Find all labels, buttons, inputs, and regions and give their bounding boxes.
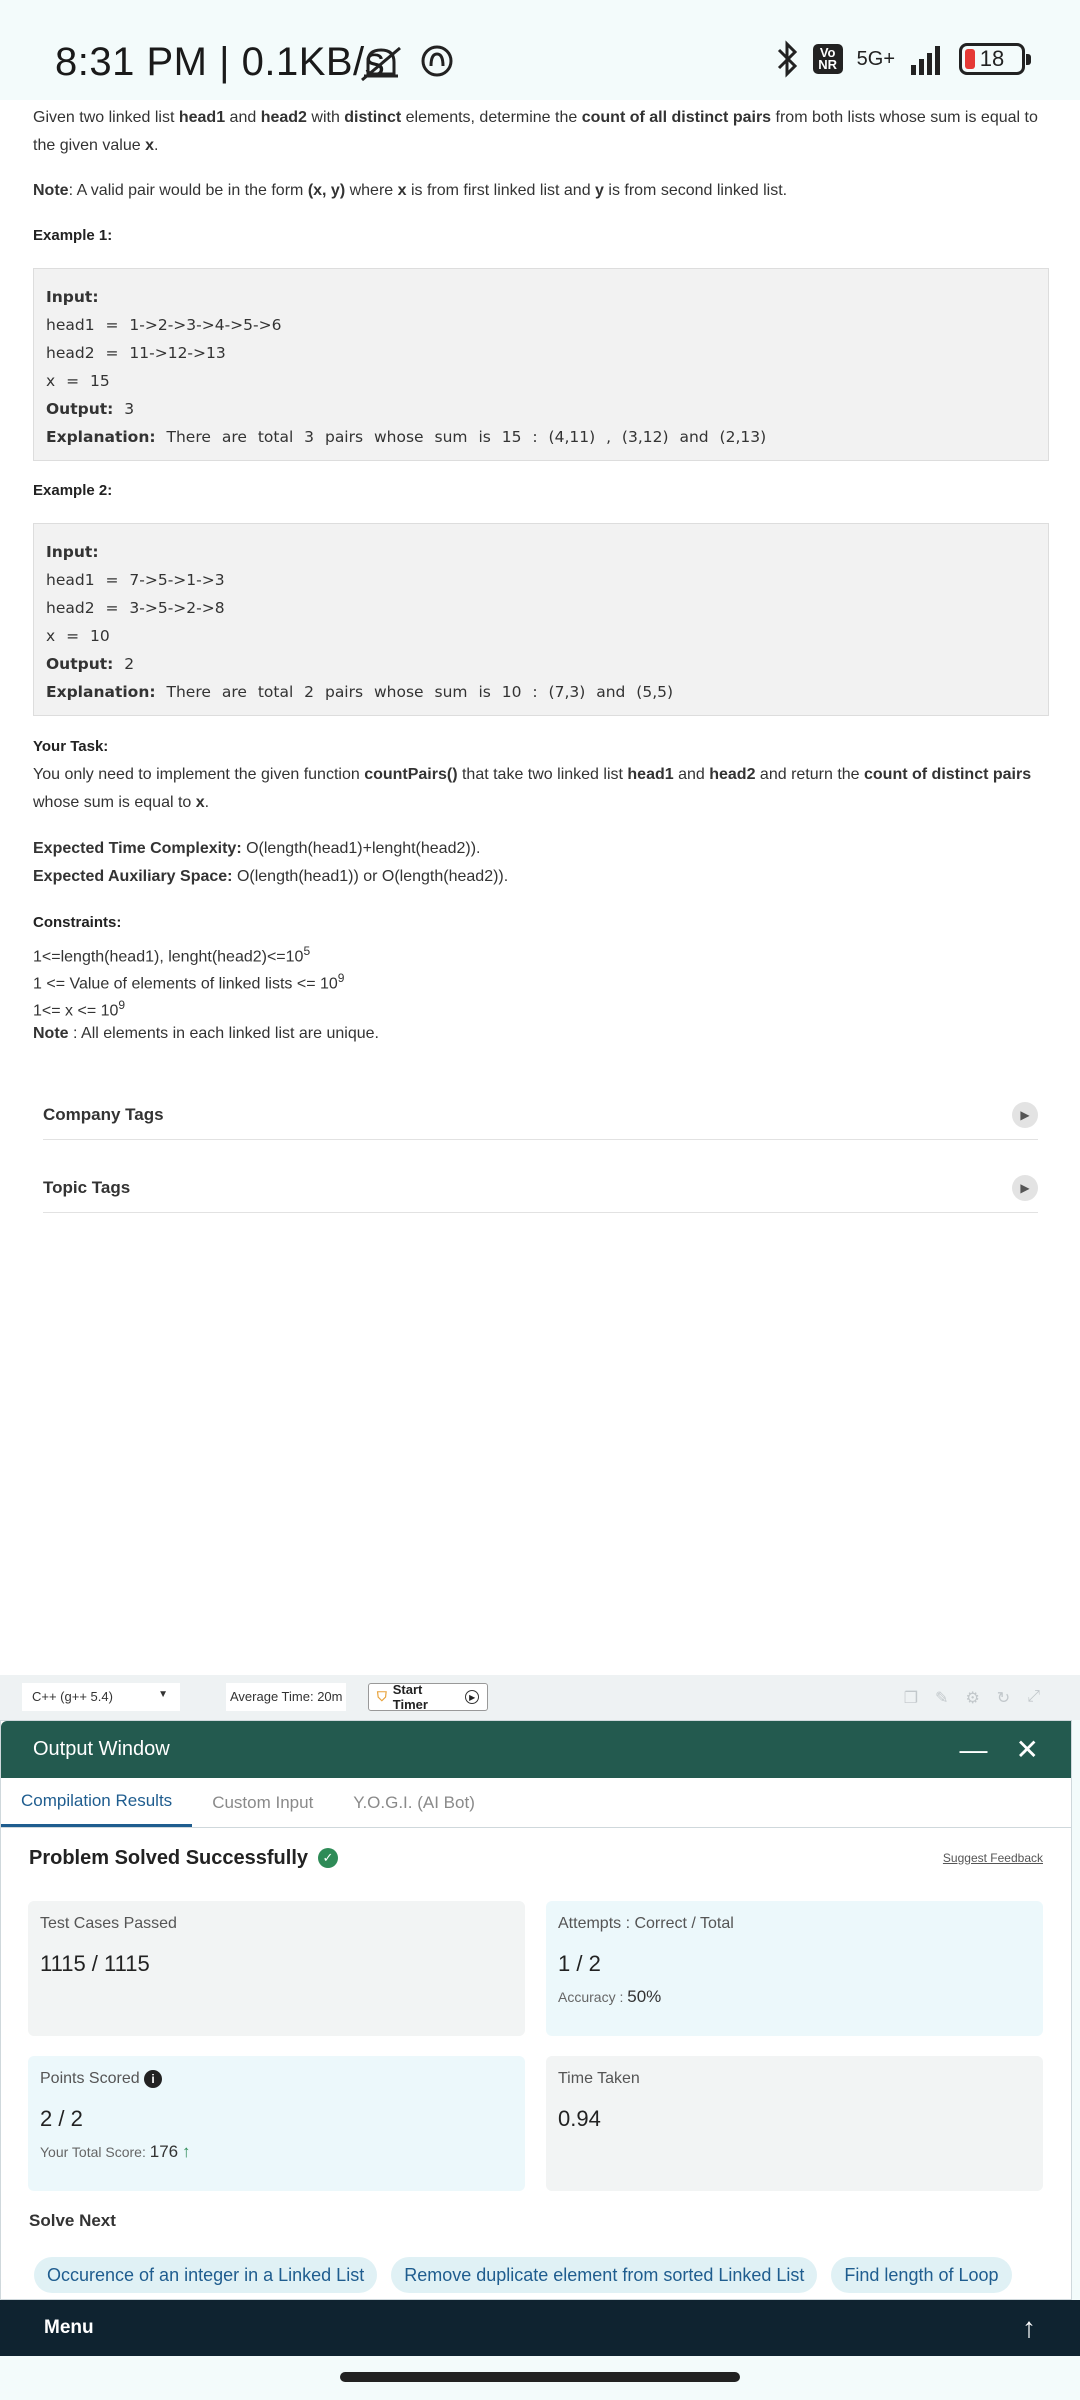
output-tabs [1,1778,1071,1828]
constraints-title: Constraints: [33,914,122,931]
example2-line: head2 = 3->5->2->8 [46,599,225,617]
settings-icon[interactable]: ⚙ [965,1690,980,1707]
signal-icon [909,43,945,75]
check-circle-icon: ✓ [318,1848,338,1868]
time-taken-value: 0.94 [558,2106,601,2131]
accuracy-value: 50% [627,1987,662,2006]
caret-down-icon: ▼ [158,1689,168,1700]
example1-output: 3 [124,400,135,418]
constraint-line: 1 <= Value of elements of linked lists <= $10^9$ [33,971,345,993]
final-note: Note : All elements in each linked list are unique. [33,1025,379,1042]
output-window-header [1,1721,1071,1778]
your-task-title: Your Task: [33,738,109,755]
info-icon[interactable]: i [144,2070,162,2088]
example2-explanation: There are total 2 pairs whose sum is 10 : (7,3) and (5,5) [166,683,674,701]
company-tags-row[interactable] [43,1090,1038,1140]
your-task-text: You only need to implement the given function countPairs() that take two linked list head1 and head2 and return the count of distinct pairs whose sum is equal to x. [33,766,1032,811]
topic-tags-label: Topic Tags [43,1177,131,1197]
network-type: 5G+ [856,47,895,70]
total-score-value: 176 [149,2142,179,2161]
constraint-line: 1<=length(head1), $lenght(head2)<=10^5$ [33,944,311,966]
test-cases-card [28,1901,525,2036]
points-label: Points Scored [40,2070,140,2087]
points-value: 2 / 2 [40,2106,83,2131]
example2-output-label: Output: [46,655,114,673]
bottom-menu-bar [0,2300,1080,2356]
output-window [0,1720,1072,2300]
result-row [1,1828,1071,1888]
reset-icon[interactable]: ↻ [996,1690,1011,1707]
language-value: C++ (g++ 5.4) [32,1689,113,1704]
test-cases-value: 1115 / 1115 [40,1951,150,1976]
example1-explanation-label: Explanation: [46,428,156,446]
close-icon[interactable]: ✕ [1015,1734,1039,1765]
status-time: 8:31 PM | 0.1KB/s [55,40,386,84]
topic-tags-row[interactable] [43,1163,1038,1213]
attempts-card [546,1901,1043,2036]
start-timer-button[interactable] [368,1683,488,1711]
tab-custom-input[interactable]: Custom Input [212,1792,314,1812]
volte-icon: Vo NR [813,44,843,74]
minimize-icon[interactable]: — [959,1733,988,1765]
time-taken-label: Time Taken [558,2070,640,2087]
example1-line: head1 = 1->2->3->4->5->6 [46,316,282,334]
example1-title: Example 1: [33,227,113,244]
example1-line: x = 15 [46,372,110,390]
arrow-up-icon: ↑ [182,2142,191,2161]
copy-icon[interactable]: ❐ [903,1690,919,1707]
attempts-value: 1 / 2 [558,1951,601,1976]
constraint-line: $1<= x <= 10^9$ [33,998,126,1020]
example2-line: x = 10 [46,627,110,645]
example2-explanation-label: Explanation: [46,683,156,701]
example1-explanation: There are total 3 pairs whose sum is 15 : (4,11) , (3,12) and (2,13) [166,428,767,446]
solve-next-title: Solve Next [29,2211,116,2230]
suggest-feedback-link[interactable]: Suggest Feedback [942,1851,1043,1865]
problem-note: Note: A valid pair would be in the form (x, y) where x is from first linked list and y is from second linked list. [33,182,788,199]
company-tags-label: Company Tags [43,1104,164,1124]
average-time: Average Time: 20m [226,1683,346,1711]
example1-line: head2 = 11->12->13 [46,344,226,362]
app-status-icon [420,44,454,78]
output-window-title: Output Window [33,1738,170,1760]
example1-output-label: Output: [46,400,114,418]
next-problem-chip[interactable]: Find length of Loop [831,2257,1011,2293]
tab-yogi-ai-bot[interactable]: Y.O.G.I. (AI Bot) [353,1792,475,1812]
example1-box [33,268,1049,461]
example2-line: head1 = 7->5->1->3 [46,571,225,589]
points-card [28,2056,525,2191]
tab-compilation-results[interactable]: Compilation Results [1,1778,192,1827]
language-select[interactable] [22,1683,180,1711]
space-complexity: Expected Auxiliary Space: O(length(head1)) or O(length(head2)). [33,868,509,885]
test-cases-label: Test Cases Passed [40,1915,177,1932]
start-timer-label: Start Timer [392,1682,428,1712]
menu-button[interactable]: Menu [44,2317,94,2338]
editor-tool-icons [904,1688,1040,1708]
example2-output: 2 [124,655,135,673]
accuracy-label: Accuracy : [558,1989,624,2005]
attempts-label: Attempts : Correct / Total [558,1915,734,1932]
editor-toolbar [0,1675,1080,1720]
gesture-nav-handle[interactable] [340,2372,740,2382]
next-problem-chip[interactable]: Remove duplicate element from sorted Linked List [391,2257,817,2293]
example2-title: Example 2: [33,482,113,499]
time-taken-card [546,2056,1043,2191]
status-bar [0,0,1080,110]
timer-icon: ⛉ [377,1689,387,1704]
edit-icon[interactable]: ✎ [935,1690,949,1707]
problem-intro: Given two linked list head1 and head2 with distinct elements, determine the count of all distinct pairs from both lists whose sum is equal to the given value x. [33,109,1038,154]
example2-box [33,523,1049,716]
bluetooth-icon [775,40,799,78]
example1-input-label: Input: [46,288,99,306]
status-right-group [775,40,1025,78]
battery-level: 18 [979,46,1005,71]
chevron-right-icon[interactable]: ▶ [1012,1102,1038,1128]
chevron-right-icon[interactable]: ▶ [1012,1175,1038,1201]
battery-icon [959,43,1025,75]
result-status: Problem Solved Successfully [29,1846,308,1869]
play-icon: ▶ [465,1690,479,1704]
solve-next-list [34,2257,1012,2293]
total-score-label: Your Total Score: [40,2144,146,2160]
fullscreen-icon[interactable]: ⤢ [1027,1688,1040,1705]
example2-input-label: Input: [46,543,99,561]
time-complexity: Expected Time Complexity: O(length(head1)+lenght(head2)). [33,840,481,857]
mute-notifications-icon [358,44,404,84]
scroll-top-arrow-icon[interactable]: ↑ [1022,2312,1036,2343]
next-problem-chip[interactable]: Occurence of an integer in a Linked List [34,2257,377,2293]
